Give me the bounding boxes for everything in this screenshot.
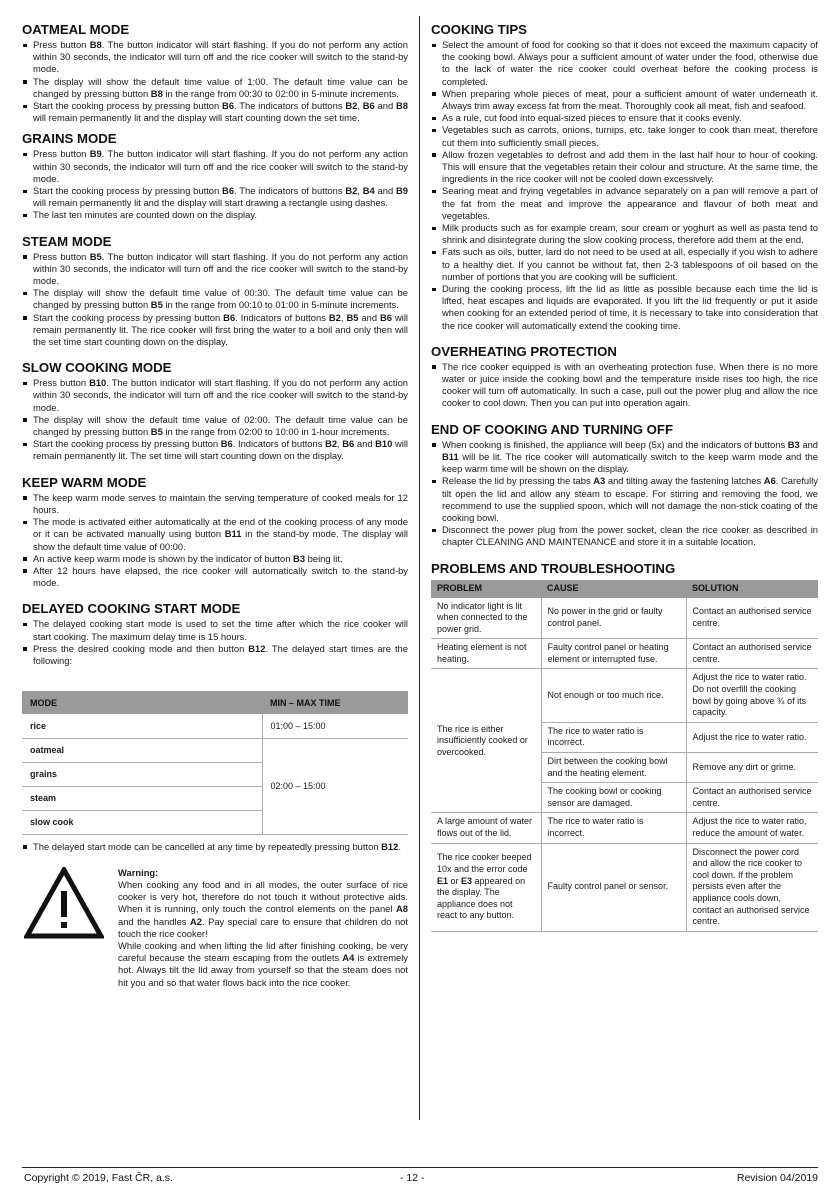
list-item: The keep warm mode serves to maintain the serving temperature of cooked meals for 12 hours.	[22, 492, 408, 516]
right-sections	[431, 22, 818, 549]
list-item: Start the cooking process by pressing button B6. The indicators of buttons B2, B6 and B8 will remain permanently lit and the display will start counting down the set time.	[22, 100, 408, 124]
list-item: As a rule, cut food into equal-sized pieces to ensure that it cooks evenly.	[431, 112, 818, 124]
troubleshooting-table	[431, 580, 818, 932]
list-item: Start the cooking process by pressing button B6. Indicators of buttons B2, B6 and B10 will remain permanently lit. The set time will start counting down on the display.	[22, 438, 408, 462]
left-sections	[22, 22, 408, 667]
list-item: After 12 hours have elapsed, the rice cooker will automatically switch to the stand-by mode.	[22, 565, 408, 589]
bullet-list	[22, 251, 408, 349]
solution-cell: Remove any dirt or grime.	[686, 753, 818, 783]
table-header-mode: MODE	[22, 691, 262, 714]
bullet-list	[431, 361, 818, 410]
table-row	[431, 813, 818, 843]
section	[431, 422, 818, 549]
list-item: Start the cooking process by pressing button B6. The indicators of buttons B2, B4 and B9 will remain permanently lit and the display will start drawing a rectangle using dashes.	[22, 185, 408, 209]
list-item: Press the desired cooking mode and then button B12. The delayed start times are the following:	[22, 643, 408, 667]
left-column	[22, 22, 408, 1009]
cause-cell: Dirt between the cooking bowl and the heating element.	[541, 753, 686, 783]
table-header-problem: PROBLEM	[431, 580, 541, 598]
time-cell: 01:00 – 15:00	[262, 714, 408, 738]
troubleshooting-heading: PROBLEMS AND TROUBLESHOOTING	[431, 560, 676, 576]
table-row	[431, 598, 818, 639]
column-divider	[419, 16, 420, 1120]
section-heading: DELAYED COOKING START MODE	[22, 601, 241, 617]
section-heading: GRAINS MODE	[22, 131, 117, 147]
list-item: During the cooking process, lift the lid as little as possible because each time the lid is lifted, heat escapes and liquids are evaporated. If you lift the lid frequently or put it aside when cooking for an extended period of time, it is necessary to take into consideration that the rice cooker will automatically extend the cooking time.	[431, 283, 818, 332]
warning-block	[22, 867, 408, 1009]
table-row	[22, 714, 408, 738]
list-item: Release the lid by pressing the tabs A3 and tilting away the fastening latches A6. Carefully tilt open the lid and allow any steam to escape. For stirring and removing the food, we recommend to use the supplied spoon, which will not damage the non-stick coating of the cooking bowl.	[431, 475, 818, 524]
problem-cell: The rice is either insufficiently cooked or overcooked.	[431, 669, 541, 813]
section-heading: END OF COOKING AND TURNING OFF	[431, 421, 674, 437]
section	[431, 344, 818, 410]
table-row	[431, 639, 818, 669]
section-heading: OATMEAL MODE	[22, 22, 130, 37]
footer-copyright: Copyright © 2019, Fast ČR, a.s.	[24, 1172, 173, 1184]
section	[431, 22, 818, 332]
list-item: The mode is activated either automatically at the end of the cooking process of any mode or it can be activated manually using button B11 in the stand-by mode. The display will show the default time value of 00:00.	[22, 516, 408, 553]
cause-cell: Not enough or too much rice.	[541, 669, 686, 722]
table-row	[431, 843, 818, 931]
cause-cell: The cooking bowl or cooking sensor are damaged.	[541, 783, 686, 813]
cause-cell: Faulty control panel or heating element or interrupted fuse.	[541, 639, 686, 669]
section	[22, 360, 408, 462]
section	[22, 234, 408, 349]
cause-cell: The rice to water ratio is incorrect.	[541, 813, 686, 843]
list-item: When cooking is finished, the appliance will beep (5x) and the indicators of buttons B3 and B11 will be lit. The rice cooker will automatically switch to the keep warm mode and the keep warm time will be shown on the display.	[431, 439, 818, 476]
after-table-list	[22, 841, 408, 853]
warning-triangle-icon	[24, 867, 104, 939]
list-item: The delayed cooking start mode is used to set the time after which the rice cooker will start cooking. The maximum delay time is 15 hours.	[22, 618, 408, 642]
cause-cell: Faulty control panel or sensor.	[541, 843, 686, 931]
list-item: The display will show the default time value of 1:00. The default time value can be changed by pressing button B8 in the range from 00:30 to 02:00 in 5-minute increments.	[22, 76, 408, 100]
list-item: The display will show the default time value of 02:00. The default time value can be changed by pressing button B5 in the range from 02:00 to 10:00 in 1-hour increments.	[22, 414, 408, 438]
footer-revision: Revision 04/2019	[736, 1172, 818, 1184]
list-item: Press button B8. The button indicator will start flashing. If you do not perform any action within 30 seconds, the indicator will turn off and the rice cooker will switch to the stand-by mode.	[22, 39, 408, 76]
cause-cell: No power in the grid or faulty control panel.	[541, 598, 686, 639]
list-item: Start the cooking process by pressing button B6. Indicators of buttons B2, B5 and B6 will remain permanently lit. The rice cooker will first bring the water to a boil and only then will the set time start counting down on the display.	[22, 312, 408, 349]
bullet-list	[22, 39, 408, 124]
bullet-list	[22, 618, 408, 667]
section-heading: OVERHEATING PROTECTION	[431, 343, 617, 359]
list-item: The delayed start mode can be cancelled at any time by repeatedly pressing button B12.	[22, 841, 408, 853]
list-item: Searing meat and frying vegetables in advance separately on a pan will remove a part of the fat from the meat and improve the appearance and flavour of both meat and vegetables.	[431, 185, 818, 222]
warning-text	[118, 867, 408, 989]
footer-page-number: - 12 -	[400, 1172, 425, 1184]
list-item: Press button B9. The button indicator will start flashing. If you do not perform any action within 30 seconds, the indicator will turn off and the rice cooker will switch to the stand-by mode.	[22, 148, 408, 185]
table-row	[431, 669, 818, 722]
mode-cell: oatmeal	[22, 738, 262, 762]
problem-cell: A large amount of water flows out of the lid.	[431, 813, 541, 843]
list-item: An active keep warm mode is shown by the indicator of button B3 being lit.	[22, 553, 408, 565]
section	[22, 475, 408, 590]
list-item: When preparing whole pieces of meat, pour a sufficient amount of water underneath it. Always trim away excess fat from the meat. Thoroughly cook all meat, fish and seafood.	[431, 88, 818, 112]
solution-cell: Adjust the rice to water ratio. Do not overfill the cooking bowl by going above ¾ of its capacity.	[686, 669, 818, 722]
solution-cell: Contact an authorised service centre.	[686, 598, 818, 639]
list-item: Milk products such as for example cream, sour cream or yoghurt as well as pasta tend to shrink and disintegrate during the slow cooking process, therefore add them at the end.	[431, 222, 818, 246]
table-header-time: MIN – MAX TIME	[262, 691, 408, 714]
list-item: Fats such as oils, butter, lard do not need to be used at all, especially if you wish to adhere to a healthy diet. If you cannot be without fat, then 2-3 tablespoons of oil based on the number of portions that you are cooking will be sufficient.	[431, 246, 818, 283]
list-item: The rice cooker equipped is with an overheating protection fuse. When there is no more water or juice inside the cooking bowl and the temperature inside rises too high, the rice cooker will turn off automatically. In such a case, pull out the power plug and allow the rice cooker to cool down. Then you can put into operation again.	[431, 361, 818, 410]
warning-paragraph: While cooking and when lifting the lid after finishing cooking, be very careful because the steam escaping from the outlets A4 is extremely hot. Always tilt the lid away from yourself so that the steam does not hit you and so that water flows back into the rice cooker.	[118, 940, 408, 988]
list-item: The display will show the default time value of 00:30. The default time value can be changed by pressing button B5 in the range from 00:10 to 01:00 in 5-minute increments.	[22, 287, 408, 311]
table-row	[22, 738, 408, 762]
section-heading: SLOW COOKING MODE	[22, 360, 172, 376]
delay-time-table	[22, 691, 408, 835]
bullet-list	[431, 439, 818, 549]
bullet-list	[22, 148, 408, 221]
right-column	[431, 22, 818, 932]
list-item: Press button B10. The button indicator will start flashing. If you do not perform any action within 30 seconds, the indicator will turn off and the rice cooker will switch to the stand-by mode.	[22, 377, 408, 414]
warning-paragraph: When cooking any food and in all modes, the outer surface of rice cooker is very hot, therefore do not touch it without protective aids. When it is running, only touch the control elements on the panel A8 and the handles A2. Pay special care to ensure that children do not touch the rice cooker!	[118, 879, 408, 939]
section-heading: STEAM MODE	[22, 233, 112, 249]
bullet-list	[22, 377, 408, 462]
mode-cell: steam	[22, 786, 262, 810]
footer-divider	[22, 1167, 818, 1168]
mode-cell: rice	[22, 714, 262, 738]
section	[22, 601, 408, 667]
time-cell: 02:00 – 15:00	[262, 738, 408, 834]
section-heading: KEEP WARM MODE	[22, 474, 147, 490]
table-header-solution: SOLUTION	[686, 580, 818, 598]
solution-cell: Contact an authorised service centre.	[686, 639, 818, 669]
list-item: Press button B5. The button indicator will start flashing. If you do not perform any action within 30 seconds, the indicator will turn off and the rice cooker will switch to the stand-by mode.	[22, 251, 408, 288]
solution-cell: Disconnect the power cord and allow the rice cooker to cool down. If the problem persists even after the appliance cools down, contact an authorised service centre.	[686, 843, 818, 931]
problem-cell: The rice cooker beeped 10x and the error code E1 or E3 appeared on the display. The appliance does not react to any button.	[431, 843, 541, 931]
section	[22, 22, 408, 124]
list-item: Allow frozen vegetables to defrost and add them in the last half hour to hour of cooking. This will ensure that the vegetables retain their colour and structure. At the same time, the ingredients in the rice cooker will not be cooled down excessively.	[431, 149, 818, 186]
solution-cell: Adjust the rice to water ratio.	[686, 722, 818, 752]
section-heading: COOKING TIPS	[431, 22, 527, 37]
list-item: Select the amount of food for cooking so that it does not exceed the maximum capacity of the cooking bowl. Always pour a sufficient amount of water under the food, otherwise due to the lack of water the rice cooker could overheat before the cooking process is completed.	[431, 39, 818, 88]
cause-cell: The rice to water ratio is incorrect.	[541, 722, 686, 752]
list-item: The last ten minutes are counted down on the display.	[22, 209, 408, 221]
mode-cell: grains	[22, 762, 262, 786]
mode-cell: slow cook	[22, 810, 262, 834]
section	[22, 131, 408, 221]
solution-cell: Adjust the rice to water ratio, reduce the amount of water.	[686, 813, 818, 843]
list-item: Disconnect the power plug from the power socket, clean the rice cooker as described in chapter CLEANING AND MAINTENANCE and store it in a suitable location.	[431, 524, 818, 548]
problem-cell: No indicator light is lit when connected to the power grid.	[431, 598, 541, 639]
bullet-list	[22, 492, 408, 590]
warning-title: Warning:	[118, 866, 159, 878]
solution-cell: Contact an authorised service centre.	[686, 783, 818, 813]
table-header-cause: CAUSE	[541, 580, 686, 598]
list-item: Vegetables such as carrots, onions, turnips, etc. take longer to cook than meat, therefore cut them into sufficiently small pieces.	[431, 124, 818, 148]
problem-cell: Heating element is not heating.	[431, 639, 541, 669]
bullet-list	[431, 39, 818, 332]
